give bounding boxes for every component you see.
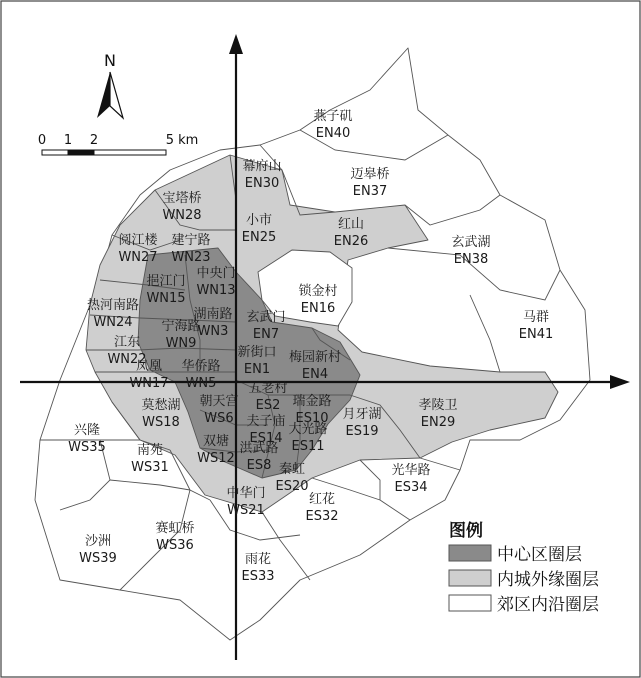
district-code: WN13 [196,283,236,298]
district-name: 玄武湖 [451,235,491,250]
scale-tick-0: 0 [37,133,47,148]
district-code: ES8 [246,458,272,473]
district-code: ES33 [241,569,275,584]
district-name: 兴隆 [73,423,101,438]
district-name: 赛虹桥 [155,521,195,536]
legend-label-outer: 郊区内沿圈层 [497,595,599,615]
scale-end-value: 5 [165,133,174,148]
district-name: 雨花 [244,552,272,567]
district-name: 双塘 [202,434,230,449]
district-name: 南苑 [136,443,164,458]
district-name: 大光路 [288,422,328,437]
district-code: ES14 [249,431,283,446]
district-code: EN41 [518,327,554,342]
district-name: 华侨路 [181,359,221,374]
scale-tick-end [166,133,199,148]
district-name: 月牙湖 [342,407,382,422]
district-name: 红花 [308,492,336,507]
district-name: 中华门 [226,486,266,501]
district-name: 五老村 [248,381,288,396]
district-code: ES10 [295,411,329,426]
district-code: ES19 [345,424,379,439]
legend-swatch-core [449,545,491,561]
north-label: N [104,51,116,70]
district-code: EN40 [315,126,351,141]
district-code: EN25 [241,230,277,245]
district-code: WN22 [107,352,147,367]
district-name: 阅江楼 [118,233,158,248]
district-code: ES34 [394,480,428,495]
district-name: 幕府山 [242,159,282,174]
district-name: 孝陵卫 [418,398,458,413]
district-code: WS39 [79,551,117,566]
district-name: 中央门 [196,266,236,281]
district-code: WN23 [171,250,211,265]
district-code: WN24 [93,315,133,330]
district-code: EN26 [333,234,369,249]
district-code: WN9 [165,336,197,351]
scale-unit: km [178,133,199,148]
legend-label-inner: 内城外缘圈层 [497,570,599,590]
district-code: WS18 [142,415,180,430]
district-name: 宁海路 [161,319,201,334]
district-name: 建宁路 [171,233,211,248]
district-code: WN17 [129,376,169,391]
district-code: ES2 [255,398,281,413]
district-name: 凤凰 [135,359,163,374]
district-code: ES32 [305,509,339,524]
district-name: 锁金村 [298,284,338,299]
district-name: 迈皋桥 [350,167,390,182]
district-code: WS21 [227,503,265,518]
district-code: WN27 [118,250,158,265]
district-code: EN4 [301,367,329,382]
district-name: 玄武门 [246,310,286,325]
district-name: 梅园新村 [288,350,342,365]
district-code: WN15 [146,291,186,306]
district-code: EN16 [300,301,336,316]
legend-label-core: 中心区圈层 [497,545,582,565]
district-name: 小市 [245,213,273,228]
scale-segment-2 [68,150,94,155]
district-name: 挹江门 [146,274,186,289]
district-name: 马群 [522,310,550,325]
district-name: 莫愁湖 [141,398,181,413]
district-name: 江东 [113,335,141,350]
district-name: 秦虹 [278,462,306,477]
district-code: WS6 [204,411,234,426]
scale-segment-1 [42,150,68,155]
district-code: EN38 [453,252,489,267]
scale-segment-3 [94,150,166,155]
district-code: EN30 [244,176,280,191]
district-name: 宝塔桥 [162,191,202,206]
district-name: 夫子庙 [246,414,286,429]
district-name: 湖南路 [193,307,233,322]
district-code: WS35 [68,440,106,455]
district-name: 朝天宫 [199,394,239,409]
district-name: 沙洲 [84,534,112,549]
district-code: WN28 [162,208,202,223]
district-name: 红山 [337,217,365,232]
district-name: 光华路 [391,463,431,478]
district-code: WS31 [131,460,169,475]
district-name: 洪武路 [239,441,279,456]
legend-swatch-inner [449,570,491,586]
district-code: WN5 [185,376,217,391]
district-name: 瑞金路 [292,394,332,409]
district-name: 热河南路 [86,298,140,313]
scale-tick-1: 1 [63,133,73,148]
district-code: ES20 [275,479,309,494]
district-code: WS12 [197,451,235,466]
district-code: EN7 [252,327,280,342]
district-code: EN37 [352,184,388,199]
district-code: EN29 [420,415,456,430]
district-code: WS36 [156,538,194,553]
district-code: EN1 [243,362,271,377]
district-code: ES11 [291,439,325,454]
scale-tick-2: 2 [89,133,99,148]
legend-title: 图例 [449,521,483,541]
district-name: 燕子矶 [313,109,353,124]
district-name: 新街口 [237,345,277,360]
district-code: WN3 [197,324,229,339]
legend-swatch-outer [449,595,491,611]
